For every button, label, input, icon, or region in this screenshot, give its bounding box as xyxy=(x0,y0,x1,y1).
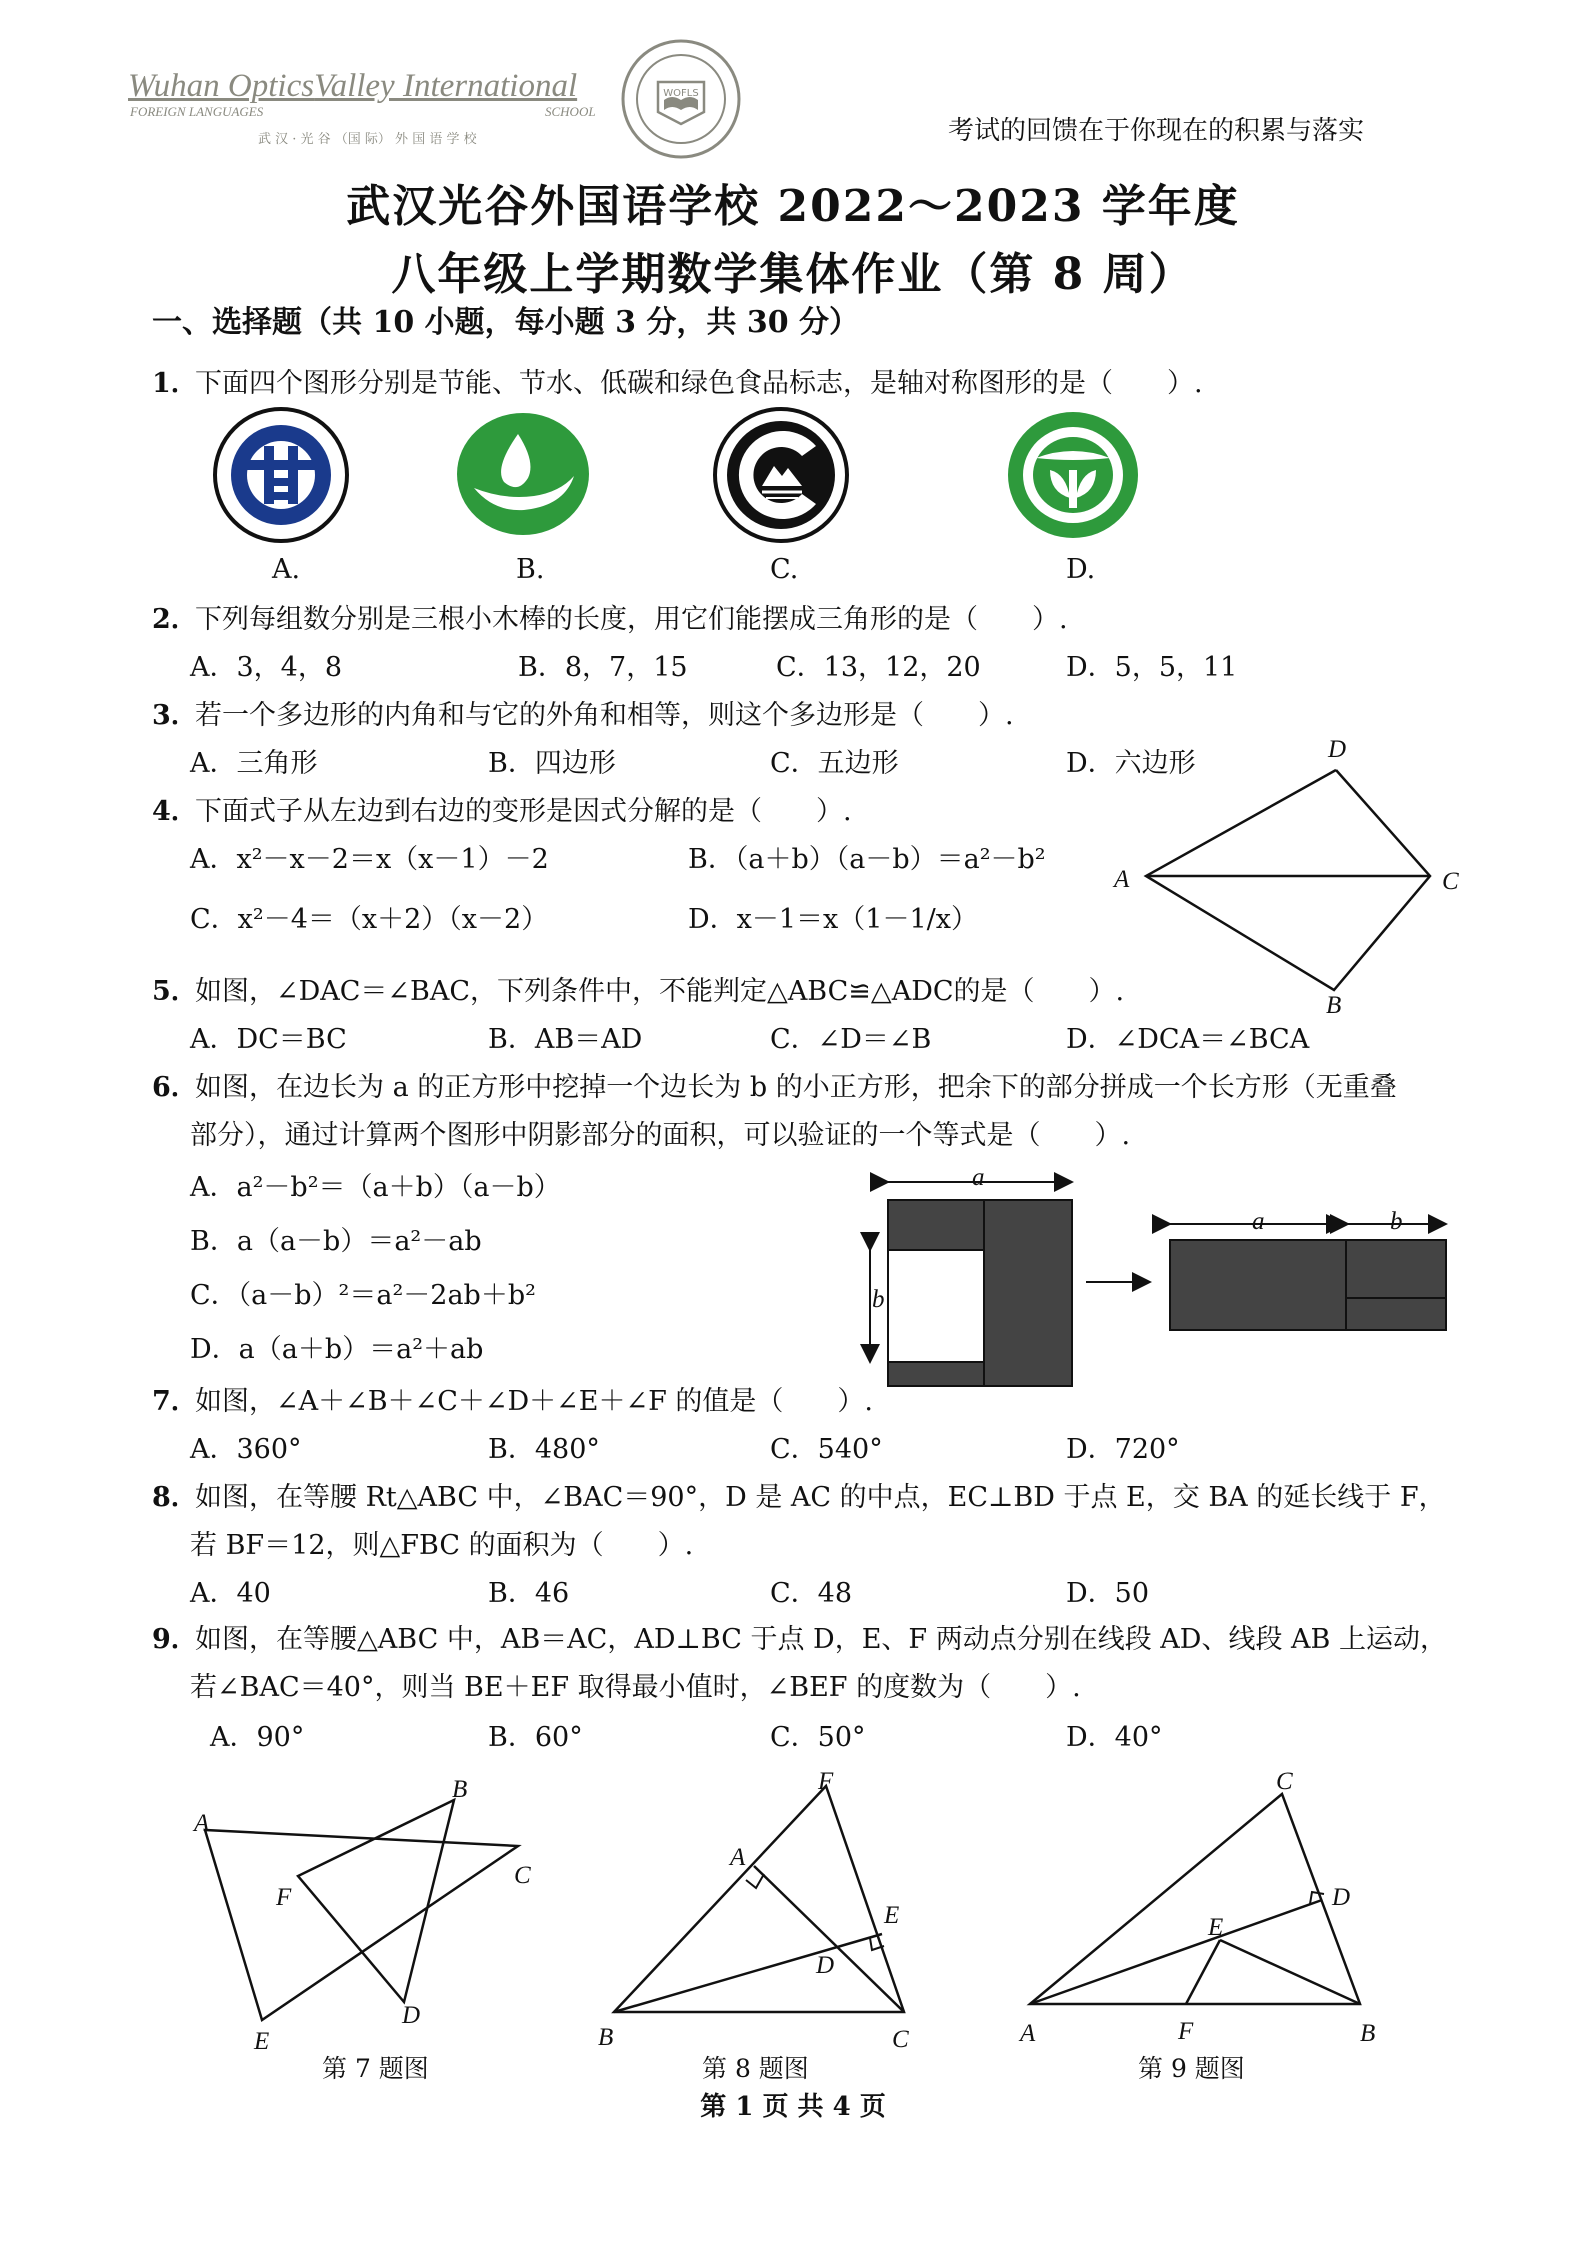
option-b[interactable]: B．60° xyxy=(488,1722,583,1753)
page-subtitle: 八年级上学期数学集体作业（第 8 周） xyxy=(391,249,1195,300)
label-a: a xyxy=(972,1164,985,1191)
option-b[interactable]: B．46 xyxy=(488,1578,570,1609)
green-food-logo xyxy=(1006,410,1140,540)
section-heading: 一、选择题（共 10 小题，每小题 3 分，共 30 分） xyxy=(152,305,860,340)
option-a[interactable]: A．DC＝BC xyxy=(190,1024,347,1055)
logo-sub-left: FOREIGN LANGUAGES xyxy=(130,104,264,119)
label-d: D xyxy=(1328,736,1347,763)
option-c[interactable]: C．540° xyxy=(770,1434,883,1465)
page-title: 武汉光谷外国语学校 2022～2023 学年度 xyxy=(346,181,1240,232)
label-c: C xyxy=(514,1862,531,1889)
option-d[interactable]: D．5，5，11 xyxy=(1066,652,1238,683)
option-d[interactable]: D．六边形 xyxy=(1066,748,1196,779)
label-a: A xyxy=(730,1844,746,1871)
label-c: C xyxy=(892,2026,909,2053)
label-e: E xyxy=(1208,1914,1224,1941)
label-b-2: b xyxy=(1390,1208,1403,1235)
low-carbon-logo xyxy=(712,406,850,544)
question-text: 如图，在等腰 Rt△ABC 中，∠BAC＝90°，D 是 AC 的中点，EC⊥BD 于点 E，交 BA 的延长线于 F， xyxy=(195,1482,1446,1513)
question-number: 3． xyxy=(152,700,198,731)
option-c[interactable]: C．∠D＝∠B xyxy=(770,1024,932,1055)
option-b[interactable]: B．AB＝AD xyxy=(488,1024,643,1055)
label-c: C xyxy=(1276,1768,1293,1795)
option-a[interactable]: A．40 xyxy=(190,1578,271,1609)
option-c[interactable]: C．（a－b）²＝a²－2ab＋b² xyxy=(190,1280,536,1311)
option-c[interactable]: C．x²－4＝（x＋2）（x－2） xyxy=(190,904,549,935)
option-c[interactable]: C. xyxy=(770,554,799,585)
logo-cn: 武 汉 · 光 谷 （国 际） 外 国 语 学 校 xyxy=(258,132,477,147)
option-d[interactable]: D. xyxy=(1066,554,1096,585)
option-d[interactable]: D．40° xyxy=(1066,1722,1163,1753)
square-figure xyxy=(860,1170,1460,1390)
label-f: F xyxy=(818,1768,834,1795)
question-number: 2． xyxy=(152,604,198,635)
option-a[interactable]: A. xyxy=(272,554,301,585)
label-b: B xyxy=(1326,992,1342,1019)
figure-caption: 第 7 题图 xyxy=(322,2054,429,2083)
question-text: 如图，∠A＋∠B＋∠C＋∠D＋∠E＋∠F 的值是（ ）. xyxy=(195,1386,873,1417)
option-d[interactable]: D．a（a＋b）＝a²＋ab xyxy=(190,1334,484,1365)
label-e: E xyxy=(884,1902,900,1929)
option-d[interactable]: D．x－1＝x（1－1/x） xyxy=(688,904,978,935)
question-text: 若一个多边形的内角和与它的外角和相等，则这个多边形是（ ）. xyxy=(195,700,1014,731)
option-a[interactable]: A．90° xyxy=(210,1722,305,1753)
seal-icon xyxy=(620,38,742,160)
label-b: b xyxy=(872,1286,885,1313)
question-number: 1． xyxy=(152,368,198,399)
question-text: 如图，∠DAC＝∠BAC，下列条件中，不能判定△ABC≌△ADC的是（ ）. xyxy=(195,976,1125,1007)
option-c[interactable]: C．50° xyxy=(770,1722,866,1753)
logo-text-2: Valley International xyxy=(314,68,578,104)
motto: 考试的回馈在于你现在的积累与落实 xyxy=(948,116,1365,146)
page-number: 第 1 页 共 4 页 xyxy=(700,2092,886,2122)
label-a: A xyxy=(1114,866,1130,893)
label-a: A xyxy=(1020,2020,1036,2047)
question-text: 如图，在等腰△ABC 中，AB＝AC，AD⊥BC 于点 D，E、F 两动点分别在线段 AD、线段 AB 上运动， xyxy=(195,1624,1447,1655)
energy-saving-logo xyxy=(212,406,350,544)
option-d[interactable]: D．∠DCA＝∠BCA xyxy=(1066,1024,1310,1055)
option-c[interactable]: C．48 xyxy=(770,1578,853,1609)
option-d[interactable]: D．50 xyxy=(1066,1578,1150,1609)
question-text-cont: 部分），通过计算两个图形中阴影部分的面积，可以验证的一个等式是（ ）. xyxy=(190,1120,1131,1151)
label-b: B xyxy=(452,1776,468,1803)
label-d: D xyxy=(816,1952,835,1979)
figure-caption: 第 9 题图 xyxy=(1138,2054,1245,2083)
question-text: 如图，在边长为 a 的正方形中挖掉一个边长为 b 的小正方形，把余下的部分拼成一个长方形（无重叠 xyxy=(195,1072,1397,1103)
label-e: E xyxy=(254,2028,270,2055)
label-b: B xyxy=(598,2024,614,2051)
logo-text-1: Wuhan Optics xyxy=(128,68,315,104)
option-b[interactable]: B．480° xyxy=(488,1434,600,1465)
logo-sub-right: SCHOOL xyxy=(545,104,596,119)
option-a[interactable]: A．三角形 xyxy=(190,748,318,779)
label-f: F xyxy=(276,1884,292,1911)
question-number: 6． xyxy=(152,1072,198,1103)
seal-text: WOFLS xyxy=(663,88,699,99)
figure-7 xyxy=(190,1780,550,2040)
label-d: D xyxy=(1332,1884,1351,1911)
label-b: B xyxy=(1360,2020,1376,2047)
question-text: 下列每组数分别是三根小木棒的长度，用它们能摆成三角形的是（ ）. xyxy=(195,604,1068,635)
option-c[interactable]: C．13，12，20 xyxy=(776,652,981,683)
option-b[interactable]: B．四边形 xyxy=(488,748,616,779)
label-a-2: a xyxy=(1252,1208,1265,1235)
question-text-cont: 若 BF＝12，则△FBC 的面积为（ ）. xyxy=(190,1530,694,1561)
option-a[interactable]: A．a²－b²＝（a＋b）（a－b） xyxy=(190,1172,561,1203)
question-text: 下面四个图形分别是节能、节水、低碳和绿色食品标志，是轴对称图形的是（ ）. xyxy=(195,368,1203,399)
option-a[interactable]: A．3，4，8 xyxy=(190,652,343,683)
question-text-cont: 若∠BAC＝40°，则当 BE＋EF 取得最小值时，∠BEF 的度数为（ ）. xyxy=(190,1672,1081,1703)
label-d: D xyxy=(402,2002,421,2029)
water-saving-logo xyxy=(456,412,590,536)
option-d[interactable]: D．720° xyxy=(1066,1434,1180,1465)
option-b[interactable]: B. xyxy=(516,554,545,585)
question-text: 下面式子从左边到右边的变形是因式分解的是（ ）. xyxy=(195,796,852,827)
option-b[interactable]: B．（a＋b）（a－b）＝a²－b² xyxy=(688,844,1046,875)
question-number: 5． xyxy=(152,976,198,1007)
question-number: 9． xyxy=(152,1624,198,1655)
label-c: C xyxy=(1442,868,1459,895)
option-a[interactable]: A．x²－x－2＝x（x－1）－2 xyxy=(190,844,549,875)
figure-caption: 第 8 题图 xyxy=(702,2054,809,2083)
kite-figure xyxy=(1100,740,1460,1020)
option-a[interactable]: A．360° xyxy=(190,1434,302,1465)
label-f: F xyxy=(1178,2018,1194,2045)
question-number: 8． xyxy=(152,1482,198,1513)
option-b[interactable]: B．8，7，15 xyxy=(518,652,688,683)
label-a: A xyxy=(194,1810,210,1837)
option-c[interactable]: C．五边形 xyxy=(770,748,899,779)
question-number: 4． xyxy=(152,796,198,827)
option-b[interactable]: B．a（a－b）＝a²－ab xyxy=(190,1226,482,1257)
question-number: 7． xyxy=(152,1386,198,1417)
figure-8 xyxy=(600,1780,920,2020)
